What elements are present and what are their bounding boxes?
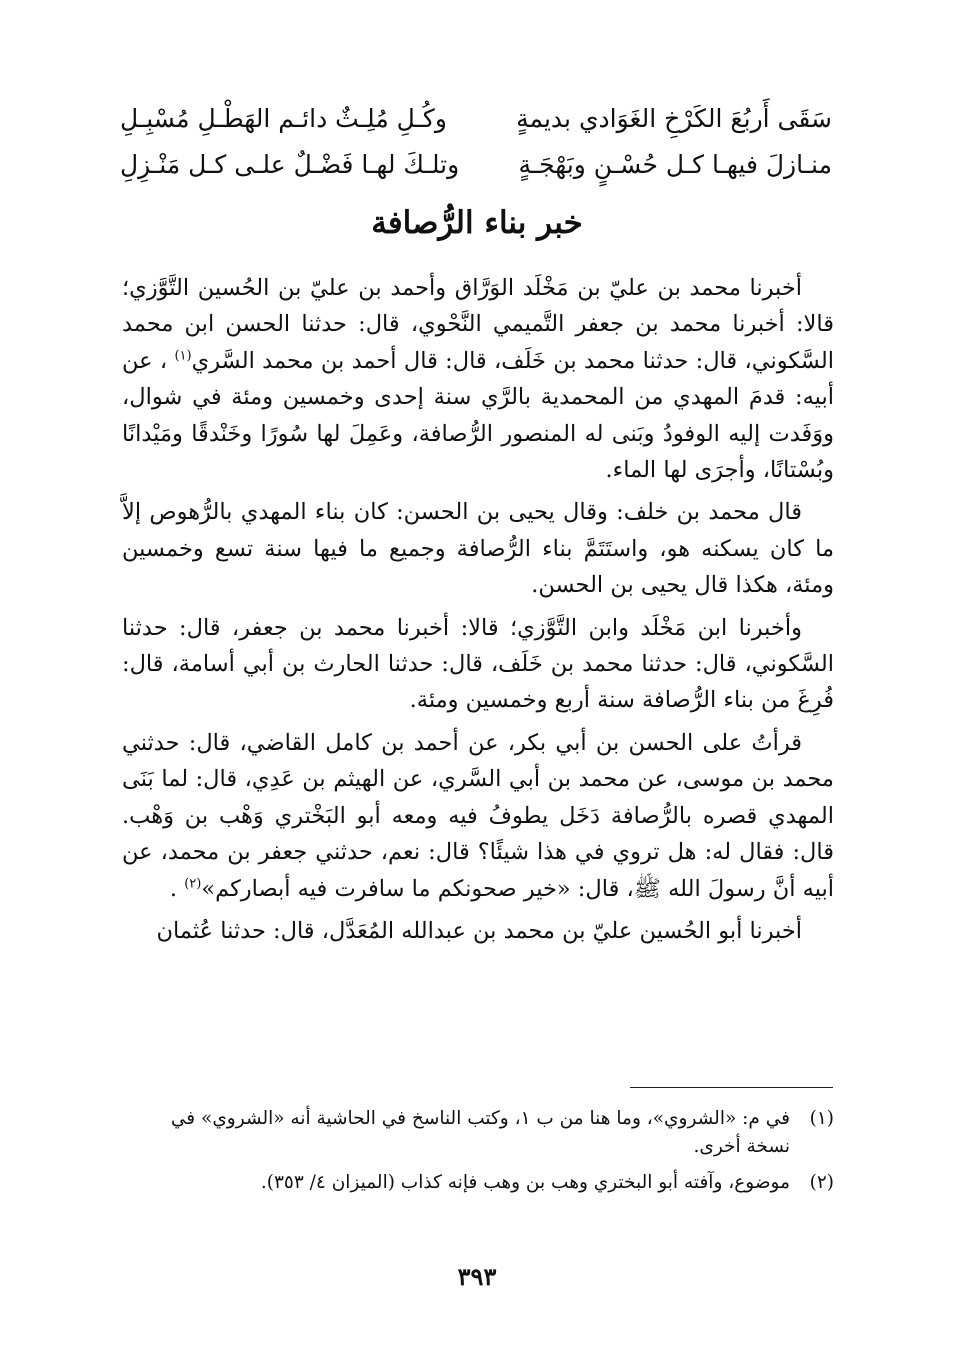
- page-number: ٣٩٣: [457, 1262, 497, 1291]
- poem-verse: [120, 145, 832, 185]
- footnotes: [122, 1105, 834, 1205]
- footnote: [122, 1105, 834, 1161]
- footnote-text: في م: «الشروي»، وما هنا من ب ١، وكتب الناسخ في الحاشية أنه «الشروي» في نسخة أخرى.: [170, 1108, 790, 1157]
- body-text: [122, 270, 834, 955]
- paragraph: قرأتُ على الحسن بن أبي بكر، عن أحمد بن كامل القاضي، قال: حدثني محمد بن موسى، عن محمد بن أبي السَّري، عن الهيثم بن عَدِي، قال: لما بَنَى المهدي قصره بالرُّصافة دَخَل يطوفُ فيه ومعه أبو البَخْتري وَهْب بن وَهْب. قال: فقال له: هل تروي في هذا شيئًا؟ قال: نعم، حدثني جعفر بن محمد، عن أبيه أنَّ رسولَ الله ﷺ، قال: «خير صحونكم ما سافرت فيه أبصاركم»$^{(٢)}$ .: [122, 729, 834, 902]
- footnote: [122, 1169, 834, 1197]
- verse-second-hemistich: وتلـكَ لهـا فَضْـلٌ علـى كـل مَنْـزِلِ: [120, 150, 460, 179]
- footnote-ref: (٢): [184, 876, 202, 891]
- footnote-number: (١): [809, 1108, 834, 1129]
- verse-first-hemistich: منـازلَ فيهـا كـل حُسْـنٍ وبَهْجَـةٍ: [518, 150, 832, 179]
- paragraph: أخبرنا محمد بن عليّ بن مَخْلَد الوَرَّاق وأحمد بن عليّ بن الحُسين التَّوَّزي؛ قالا: أخبرنا محمد بن جعفر التَّميمي النَّحْوي، قال: حدثنا الحسن ابن محمد السَّكوني، قال: حدثنا محمد بن خَلَف، قال: قال أحمد بن محمد السَّري$^{(١)}$ ، عن أبيه: قدمَ المهدي من المحمدية بالرَّي سنة إحدى وخمسين ومئة في شوال، ووَفَدت إليه الوفودُ وبَنى له المنصور الرُّصافة، وعَمِلَ لها سُورًا وخَنْدقًا ومَيْدانًا وبُسْتانًا، وأجرَى لها الماء.: [122, 275, 834, 484]
- footnote-text: موضوع، وآفته أبو البختري وهب بن وهب فإنه كذاب (الميزان ٤/ ٣٥٣).: [260, 1172, 790, 1193]
- paragraph: قال محمد بن خلف: وقال يحيى بن الحسن: كان بناء المهدي بالرُّهوص إلاَّ ما كان يسكنه هو، واستَتَمَّ بناء الرُّصافة وجميع ما فيها سنة تسع وخمسين ومئة، هكذا قال يحيى بن الحسن.: [122, 499, 834, 599]
- paragraph: أخبرنا أبو الحُسين عليّ بن محمد بن عبدالله المُعَدَّل، قال: حدثنا عُثمان: [156, 917, 802, 944]
- verse-second-hemistich: وكُـلِ مُلِـثٌ دائـم الهَطْـلِ مُسْبِـلِ: [120, 104, 447, 133]
- footnote-divider: [630, 1087, 833, 1088]
- section-heading: خبر بناء الرُّصافة: [371, 205, 583, 241]
- verse-first-hemistich: سَقَى أَربُعَ الكَرْخِ الغَوَادي بديمةٍ: [516, 104, 832, 133]
- footnote-ref: (١): [174, 348, 192, 364]
- poem-verse: [120, 99, 832, 139]
- paragraph: وأخبرنا ابن مَخْلَد وابن التَّوَّزي؛ قالا: أخبرنا محمد بن جعفر، قال: حدثنا السَّكوني، قال: حدثنا محمد بن خَلَف، قال: حدثنا الحارث بن أبي أسامة، قال: فُرِغَ من بناء الرُّصافة سنة أربع وخمسين ومئة.: [122, 614, 834, 714]
- footnote-number: (٢): [809, 1172, 834, 1193]
